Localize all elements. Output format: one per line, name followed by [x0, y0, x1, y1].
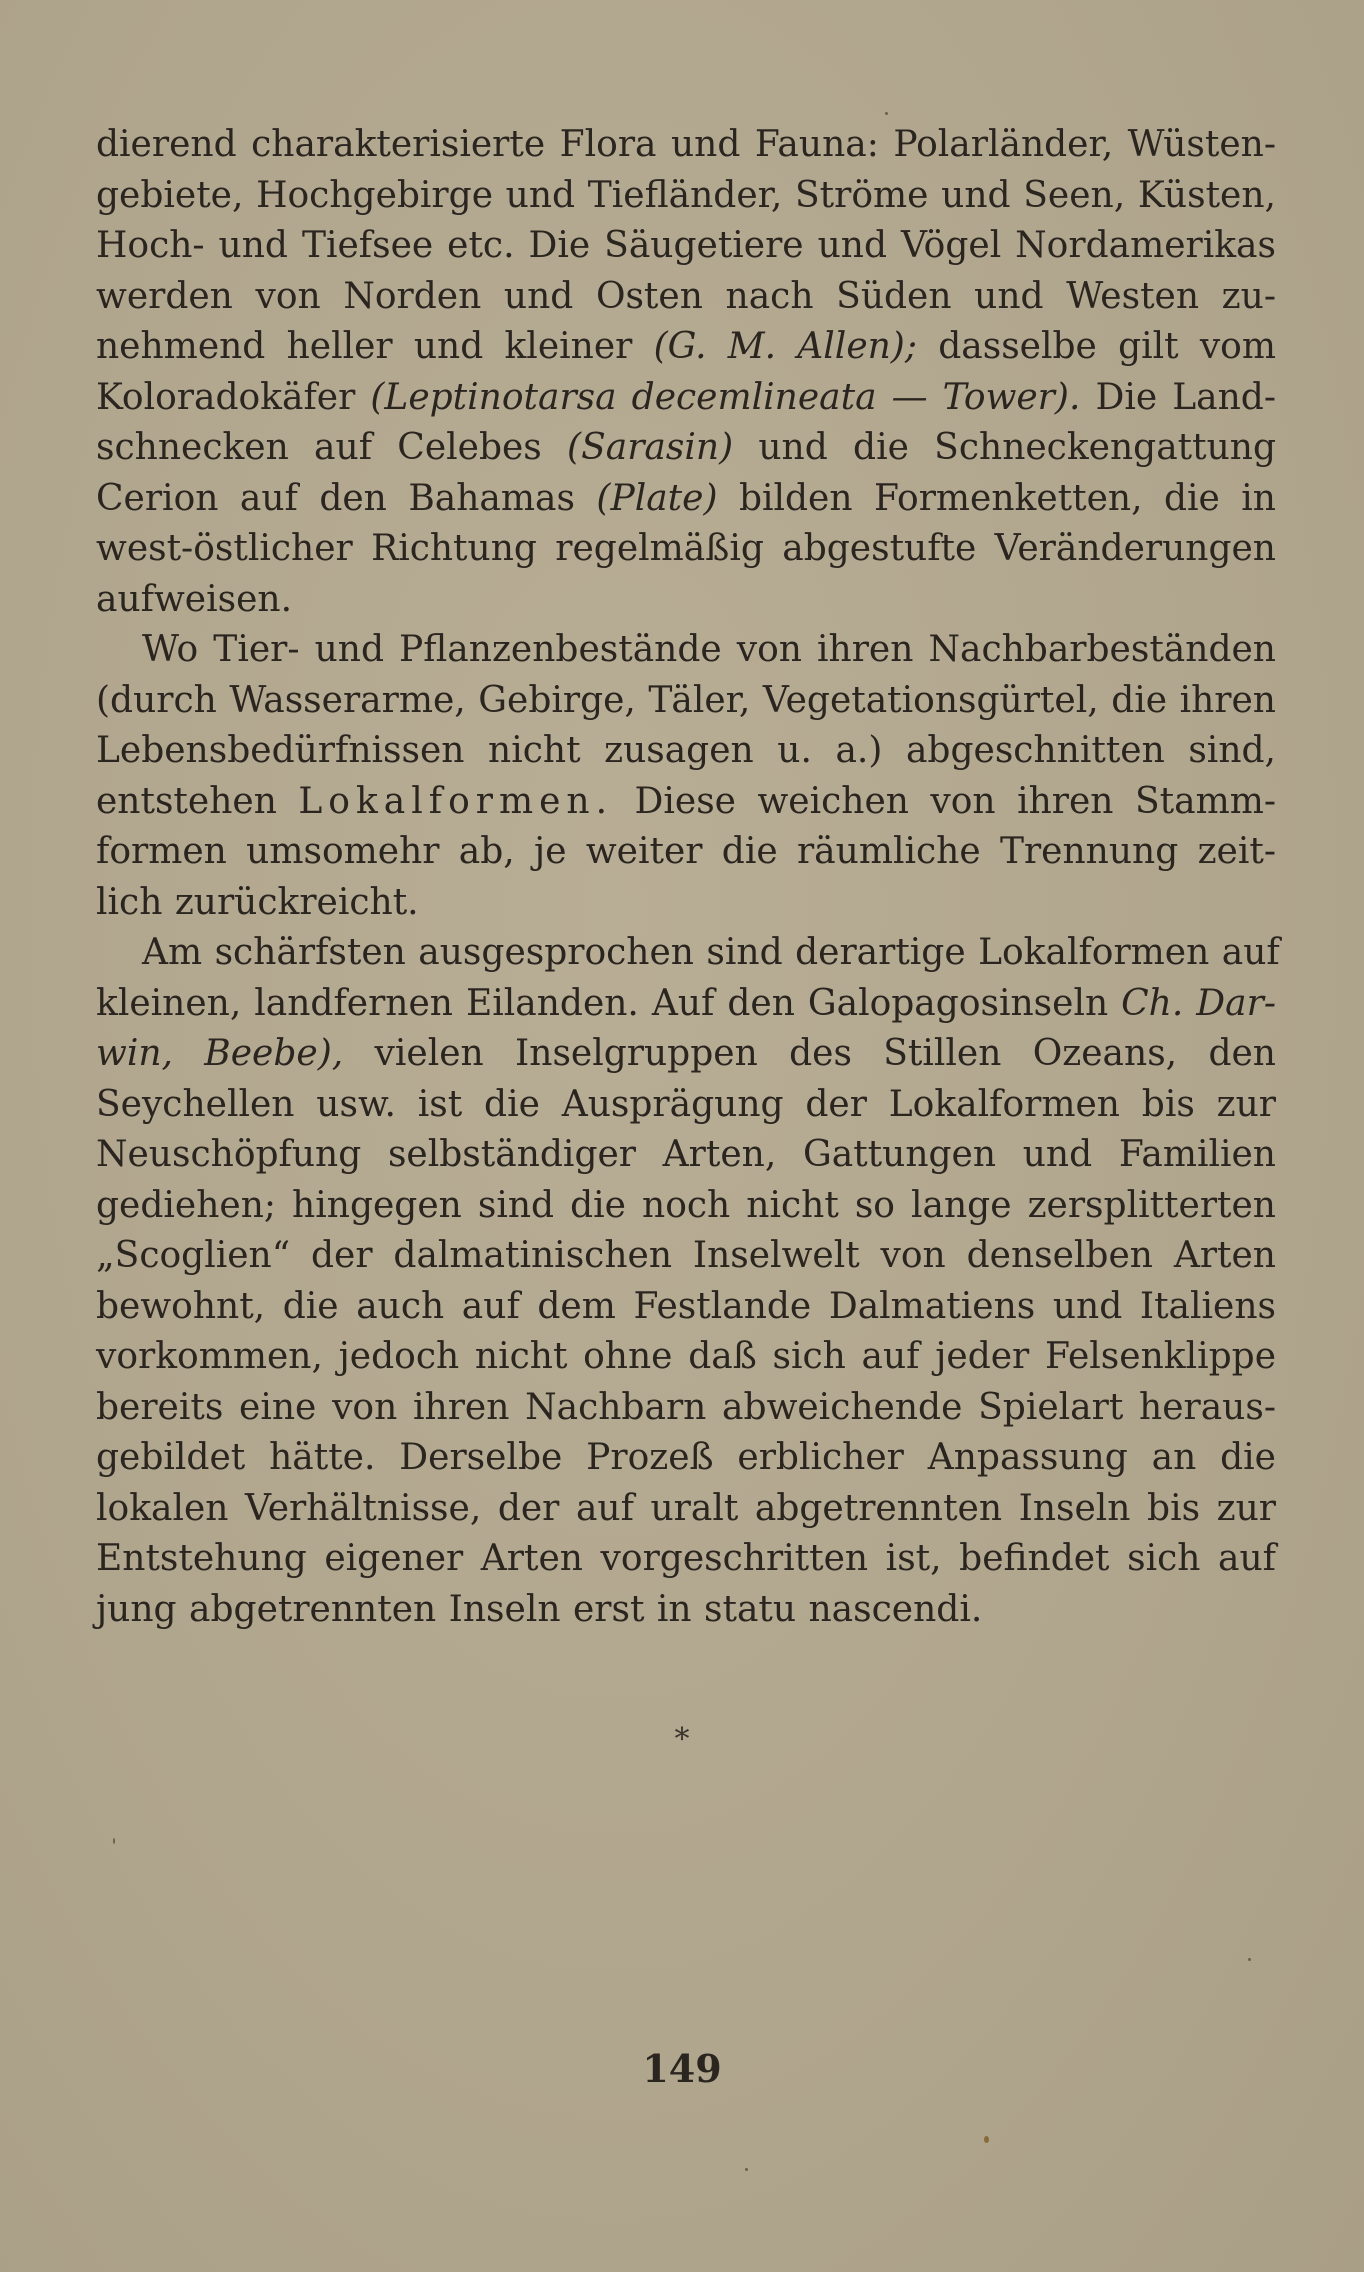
- text-line: Entstehung eigener Arten vorgeschritten ist, befindet sich auf: [96, 1538, 1276, 1579]
- text-line: dierend charakterisierte Flora und Fauna: Polarländer, Wüsten-: [96, 124, 1276, 165]
- text-run: Cerion auf den Bahamas: [96, 477, 597, 519]
- text-line: bereits eine von ihren Nachbarn abweichende Spielart heraus-: [96, 1386, 1276, 1428]
- text-line: west-östlicher Richtung regelmäßig abgestufte Veränderungen: [96, 528, 1276, 569]
- text-line: Hoch- und Tiefsee etc. Die Säugetiere und Vögel Nordamerikas: [96, 225, 1276, 266]
- text-run: entstehen: [96, 780, 299, 822]
- citation: (G. M. Allen);: [653, 326, 917, 367]
- text-line: Lebensbedürfnissen nicht zusagen u. a.) abgeschnitten sind,: [96, 730, 1276, 771]
- text-line: formen umsomehr ab, je weiter die räumliche Trennung zeit-: [96, 831, 1276, 872]
- citation: win, Beebe),: [96, 1033, 344, 1074]
- text-line: gediehen; hingegen sind die noch nicht so lange zersplitterten: [96, 1184, 1276, 1226]
- emphasized-term: Lokalformen.: [298, 780, 614, 822]
- page-number: 149: [642, 2046, 722, 2091]
- page-body: [96, 120, 1280, 1635]
- text-line: Seychellen usw. ist die Ausprägung der Lokalformen bis zur: [96, 1083, 1276, 1125]
- text-line: [96, 979, 1276, 1030]
- text-line: „Scoglien“ der dalmatinischen Inselwelt von denselben Arten: [96, 1235, 1276, 1276]
- paragraph-1: [96, 120, 1276, 625]
- section-ornament: *: [674, 1722, 690, 1757]
- text-line: (durch Wasserarme, Gebirge, Täler, Vegetationsgürtel, die ihren: [96, 679, 1276, 721]
- citation: (Leptinotarsa decemlineata — Tower).: [370, 376, 1081, 418]
- text-line: gebiete, Hochgebirge und Tiefländer, Ströme und Seen, Küsten,: [96, 174, 1276, 216]
- text-line: lich zurückreicht.: [96, 881, 419, 923]
- text-line: [96, 423, 1276, 474]
- citation: (Plate): [596, 477, 718, 519]
- text-line: Wo Tier- und Pflanzenbestände von ihren Nachbarbeständen: [142, 629, 1276, 670]
- text-line: [96, 373, 1276, 424]
- text-run: vielen Inselgruppen des Stillen Ozeans, den: [343, 1033, 1276, 1074]
- text-line: Neuschöpfung selbständiger Arten, Gattungen und Familien: [96, 1134, 1276, 1175]
- paragraph-2: [96, 625, 1276, 928]
- citation: Ch. Dar-: [1121, 982, 1276, 1024]
- paper-speck: [745, 2168, 748, 2171]
- paper-speck: [1248, 1958, 1251, 1961]
- citation: (Sarasin): [567, 427, 734, 468]
- text-line: vorkommen, jedoch nicht ohne daß sich auf jeder Felsenklippe: [96, 1336, 1276, 1377]
- text-run: bilden Formenketten, die in: [717, 477, 1276, 519]
- text-line: werden von Norden und Osten nach Süden und Westen zu-: [96, 275, 1276, 317]
- paragraph-3: [96, 928, 1280, 1635]
- paper-speck: [113, 1838, 115, 1844]
- text-run: nehmend heller und kleiner: [96, 326, 654, 367]
- text-line: aufweisen.: [96, 578, 293, 620]
- text-line: [96, 474, 1276, 525]
- text-run: Die Land-: [1080, 376, 1276, 418]
- paper-speck: [984, 2136, 989, 2143]
- text-line: [96, 322, 1276, 373]
- text-run: und die Schneckengattung: [733, 427, 1277, 468]
- text-run: schnecken auf Celebes: [96, 427, 568, 468]
- text-run: dasselbe gilt vom: [916, 326, 1276, 367]
- text-line: jung abgetrennten Inseln erst in statu nascendi.: [96, 1588, 983, 1630]
- text-run: Koloradokäfer: [96, 376, 371, 418]
- text-line: gebildet hätte. Derselbe Prozeß erblicher Anpassung an die: [96, 1437, 1276, 1478]
- text-run: Diese weichen von ihren Stamm-: [613, 780, 1276, 822]
- text-line: [96, 1029, 1276, 1080]
- paper-speck: [885, 112, 888, 115]
- text-line: Am schärfsten ausgesprochen sind derartige Lokalformen auf: [142, 932, 1280, 973]
- text-run: kleinen, landfernen Eilanden. Auf den Galopagosinseln: [96, 982, 1122, 1024]
- text-line: lokalen Verhältnisse, der auf uralt abgetrennten Inseln bis zur: [96, 1487, 1276, 1529]
- text-line: bewohnt, die auch auf dem Festlande Dalmatiens und Italiens: [96, 1285, 1276, 1327]
- text-line: [96, 777, 1276, 828]
